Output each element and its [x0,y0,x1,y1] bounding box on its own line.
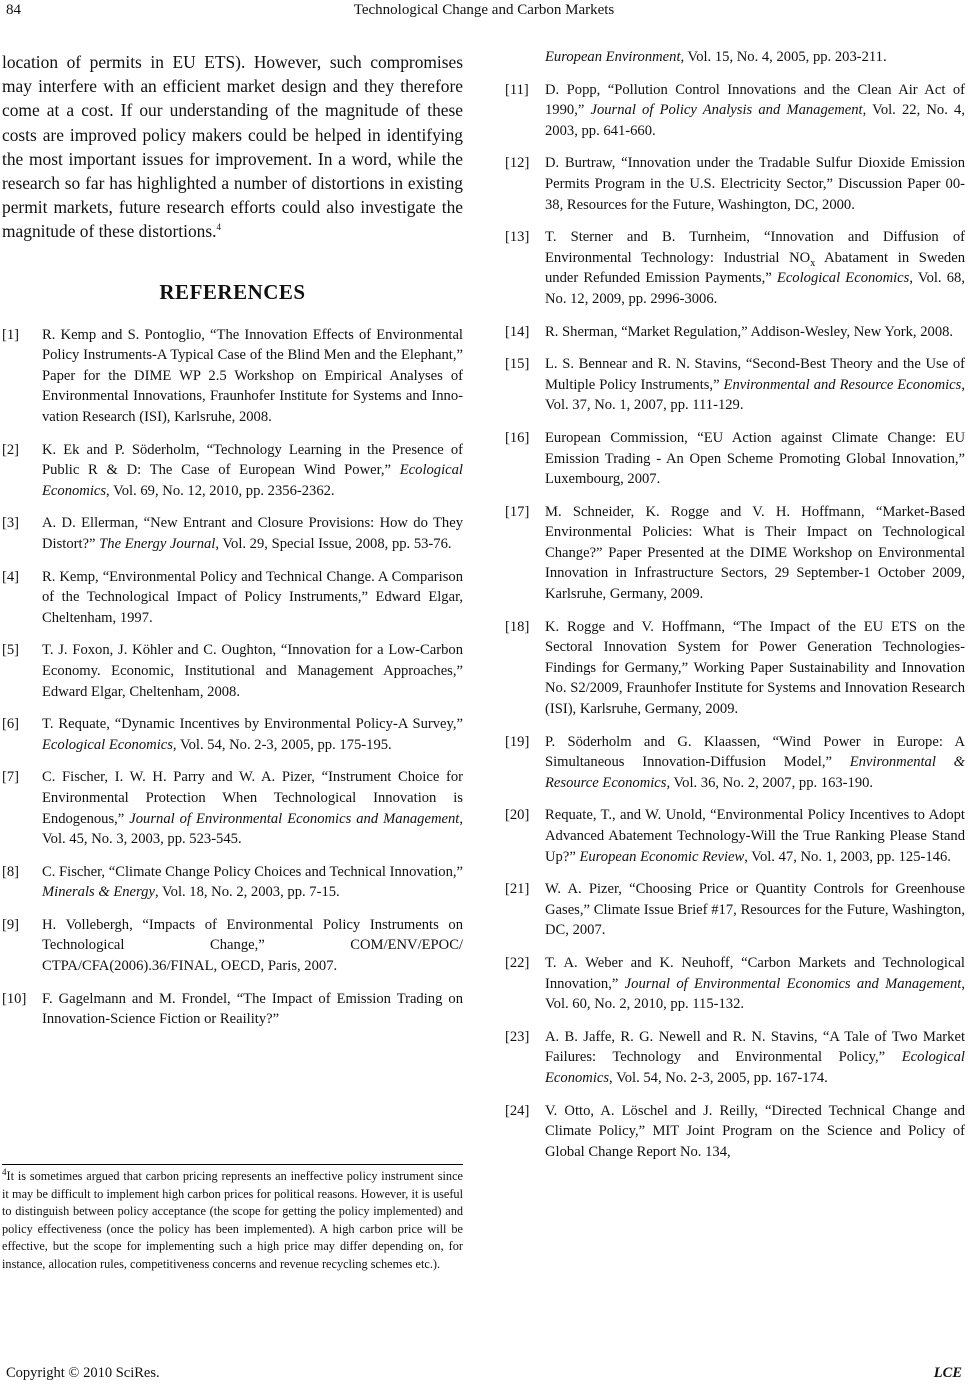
reference-item [2,513,463,554]
footnote-rule [2,1164,463,1165]
reference-pre: H. Vollebergh, “Impacts of Environmental Policy Instruments on Technological Change,” COM/ENV/EPOC/ CTPA/CFA(2006).36/FINAL, OECD, Paris, 2007. [42,916,463,975]
reference-number: [10] [2,990,27,1007]
references-list-left [2,325,463,1030]
reference-item [2,640,463,702]
reference-number: [15] [505,356,530,373]
reference-post: , Vol. 36, No. 2, 2007, pp. 163-190. [666,774,874,791]
reference-number: [11] [505,81,529,98]
reference-text [545,322,965,343]
reference-text [42,989,463,1030]
reference-item [505,354,965,416]
reference-item [505,80,965,142]
reference-sub: x [810,257,816,269]
reference-text [42,714,463,755]
reference-item [505,227,965,309]
reference-number: [18] [505,618,530,635]
reference-post: , Vol. 60, No. 2, 2010, pp. 115-132. [545,975,965,1013]
reference-item [505,879,965,941]
reference-text [545,428,965,490]
reference-ital: Ecological Economics [42,736,173,753]
reference-ital: European Environment [545,49,681,65]
reference-text [42,440,463,502]
reference-text [545,1027,965,1089]
reference-pre: V. Otto, A. Löschel and J. Reilly, “Directed Technical Change and Climate Policy,” MIT Joint Program on the Science and Policy of Global Change Report No. 134, [545,1102,965,1160]
reference-item [505,953,965,1015]
reference-text [545,153,965,215]
reference-pre: A. B. Jaffe, R. G. Newell and R. N. Stavins, “A Tale of Two Market Failures: Technology and Environmental Policy,” [545,1028,965,1066]
reference-post: , Vol. 54, No. 2-3, 2005, pp. 175-195. [172,736,392,753]
reference-text [545,953,965,1015]
reference-number: [2] [2,441,20,458]
reference-number: [9] [2,916,20,933]
footnote [2,1168,463,1274]
reference-pre: T. Requate, “Dynamic Incentives by Environmental Policy-A Survey,” [42,716,463,733]
references-list-right [505,47,965,1162]
reference-number: [12] [505,155,530,172]
body-paragraph [2,50,463,244]
reference-item [505,1027,965,1089]
reference-ital: Ecological Economics [42,462,463,499]
reference-text [545,502,965,605]
footnote-marker: 4 [216,222,221,233]
reference-text [545,1101,965,1163]
reference-item [2,714,463,755]
reference-pre: P. Söderholm and G. Klaassen, “Wind Power in Europe: A Simultaneous Innovation-Diffusion Model,” [545,733,965,771]
reference-text [42,915,463,977]
reference-post: , Vol. 45, No. 3, 2003, pp. 523-545. [42,810,463,848]
reference-pre: Requate, T., and W. Unold, “Environmental Policy Incentives to Adopt Advanced Abatement Technology-Will the True Ranking Please Stand Up?” [545,807,965,865]
reference-pre: R. Sherman, “Market Regulation,” Addison-Wesley, New York, 2008. [545,323,954,340]
reference-number: [24] [505,1102,530,1119]
reference-pre: A. D. Ellerman, “New Entrant and Closure Provisions: How do They Distort?” [42,515,463,552]
reference-item [505,805,965,867]
reference-post: , Vol. 15, No. 4, 2005, pp. 203-211. [680,49,887,65]
reference-number: [3] [2,515,20,532]
reference-number: [19] [505,733,530,750]
reference-item [2,767,463,849]
reference-pre: R. Kemp, “Environmental Policy and Technical Change. A Comparison of the Technological Impact of Policy Instruments,” Edward Elgar, Cheltenham, 1997. [42,568,463,626]
reference-pre: D. Burtraw, “Innovation under the Tradable Sulfur Dioxide Emission Permits Program in the U.S. Electricity Sector,” Discussion Paper 00-38, Resources for the Future, Washington, DC, 2000. [545,155,965,213]
reference-number: [13] [505,229,530,246]
reference-text [545,879,965,941]
reference-item [505,502,965,605]
reference-text [42,767,463,849]
page-number: 84 [6,2,21,18]
reference-text [42,567,463,629]
reference-text [545,227,965,309]
reference-number: [16] [505,429,530,446]
reference-pre: European Commission, “EU Action against Climate Change: EU Emission Trading - An Open Scheme Promoting Global Innovation,” Luxembourg, 2007. [545,429,965,488]
reference-number: [8] [2,863,20,880]
reference-item [2,915,463,977]
running-title: Technological Change and Carbon Markets [353,2,615,18]
reference-number: [6] [2,716,20,733]
reference-item [505,732,965,794]
reference-post: , Vol. 18, No. 2, 2003, pp. 7-15. [154,884,340,901]
journal-abbreviation: LCE [933,1365,962,1381]
reference-item [505,428,965,490]
reference-text [42,325,463,428]
reference-text [42,640,463,702]
reference-pre: T. Sterner and B. Turnheim, “Innovation and Diffusion of Environmental Technology: Industrial NO [545,229,965,266]
reference-number: [1] [2,326,20,343]
footnote-text: It is sometimes argued that carbon pricing represents an ineffective policy instrument since it may be difficult to implement high carbon prices for political reasons. However, it is useful to distinguish between policy acceptance (the scope for getting the policy implemented) and policy effectiveness (once the policy has been implemented). A high carbon price will be effective, but the scope for implementing such a high price may differ depending on, for instance, allocation rules, competitiveness concerns and revenue recycling schemes etc.). [2,1169,463,1271]
reference-ital: Ecological Economics [545,1049,965,1086]
reference-pre: K. Ek and P. Söderholm, “Technology Learning in the Presence of Public R & D: The Case of European Wind Power,” [42,441,463,479]
reference-post: , Vol. 68, No. 12, 2009, pp. 2996-3006. [545,270,965,307]
reference-pre: W. A. Pizer, “Choosing Price or Quantity Controls for Greenhouse Gases,” Climate Issue Brief #17, Resources for the Future, Washington, DC, 2007. [545,881,965,939]
reference-item [505,153,965,215]
reference-post: , Vol. 37, No. 1, 2007, pp. 111-129. [545,376,965,414]
reference-post: , Vol. 22, No. 4, 2003, pp. 641-660. [545,102,965,139]
reference-pre: M. Schneider, K. Rogge and V. H. Hoffmann, “Market-Based Environmental Policies: What is Their Impact on Technological Change?” Paper Presented at the DIME Workshop on Environmental Innovation in Infrastructure Sectors, 29 September-1 October 2009, Karlsruhe, Germany, 2009. [545,503,965,603]
reference-pre2: Abatament in Sweden under Refunded Emission Payments,” [545,249,965,287]
reference-text [545,47,965,68]
reference-number: [14] [505,323,530,340]
reference-ital: Journal of Environmental Economics and Management [129,810,460,827]
reference-pre: L. S. Bennear and R. N. Stavins, “Second-Best Theory and the Use of Multiple Policy Instruments,” [545,356,965,393]
reference-pre: K. Rogge and V. Hoffmann, “The Impact of the EU ETS on the Sectoral Innovation System for Power Generation Technologies-Findings for Germany,” Working Paper Sustainability and Innovation No. S2/2009, Fraunhofer Institute for Systems and Innovation Research (ISI), Karlsruhe, Germany, 2009. [545,618,965,718]
reference-ital: European Economic Review [579,848,745,865]
footnote-number: 4 [2,1166,7,1177]
reference-post: , Vol. 29, Special Issue, 2008, pp. 53-76. [215,535,452,552]
reference-item [2,862,463,903]
reference-ital: Environmental and Resource Economics [723,376,962,393]
copyright-notice: Copyright © 2010 SciRes. [6,1365,160,1381]
left-column [2,50,463,1042]
reference-item [505,47,965,68]
reference-text [545,805,965,867]
reference-pre: R. Kemp and S. Pontoglio, “The Innovation Effects of Environmental Policy Instruments-A Typical Case of the Blind Men and the Elephant,” Paper for the DIME WP 2.5 Workshop on Empirical Analyses of Environmental Innovations, Fraunhofer Institute for Systems and Innovation Research (ISI), Karlsruhe, 2008. [42,326,463,425]
reference-post: , Vol. 69, No. 12, 2010, pp. 2356-2362. [106,482,335,499]
references-heading: REFERENCES [159,279,306,304]
right-column [505,47,965,1174]
reference-item [505,617,965,720]
reference-post: , Vol. 47, No. 1, 2003, pp. 125-146. [744,848,951,865]
reference-item [2,325,463,428]
reference-number: [7] [2,769,20,786]
reference-number: [4] [2,568,20,585]
reference-ital: Ecological Economics [776,270,910,287]
reference-item [2,440,463,502]
reference-pre: C. Fischer, “Climate Change Policy Choices and Technical Innovation,” [42,863,463,880]
reference-ital: Journal of Environmental Economics and Management [624,975,962,992]
reference-pre: D. Popp, “Pollution Control Innovations and the Clean Air Act of 1990,” [545,81,965,119]
reference-number: [5] [2,642,20,659]
reference-text [42,513,463,554]
reference-pre: T. J. Foxon, J. Köhler and C. Oughton, “Innovation for a Low-Carbon Economy. Economic, Institutional and Management Approaches,” Edward Elgar, Cheltenham, 2008. [42,642,463,700]
reference-item [505,322,965,343]
reference-pre: T. A. Weber and K. Neuhoff, “Carbon Markets and Technological Innovation,” [545,954,965,992]
body-paragraph-text: location of permits in EU ETS). However, such compromises may interfere with an efficient market design and they therefore come at a cost. If our understanding of the magnitude of these costs are improved policy makers could be helped in identifying the most important issues for improvement. In a word, while the research so far has highlighted a number of distortions in existing permit markets, future research efforts could also investigate the magnitude of these distortions. [2,52,463,242]
reference-pre: F. Gagelmann and M. Frondel, “The Impact of Emission Trading on Innovation-Science Fiction or Reaility?” [42,990,463,1028]
reference-number: [22] [505,954,530,971]
reference-ital: Minerals & Energy [42,884,155,901]
reference-item [2,989,463,1030]
reference-number: [20] [505,807,530,824]
reference-text [42,862,463,903]
reference-number: [17] [505,503,530,520]
reference-text [545,80,965,142]
reference-number [505,47,545,68]
reference-number: [23] [505,1028,530,1045]
reference-pre: C. Fischer, I. W. H. Parry and W. A. Pizer, “Instrument Choice for Environmental Protection When Technological Innovation is Endogenous,” [42,769,463,827]
reference-number: [21] [505,881,530,898]
reference-item [505,1101,965,1163]
reference-ital: Environmental & Resource Economics [545,754,965,791]
reference-text [545,732,965,794]
reference-ital: The Energy Journal [99,535,216,552]
reference-text [545,617,965,720]
reference-item [2,567,463,629]
reference-ital: Journal of Policy Analysis and Management [590,102,863,119]
reference-post: , Vol. 54, No. 2-3, 2005, pp. 167-174. [609,1069,828,1086]
reference-text [545,354,965,416]
